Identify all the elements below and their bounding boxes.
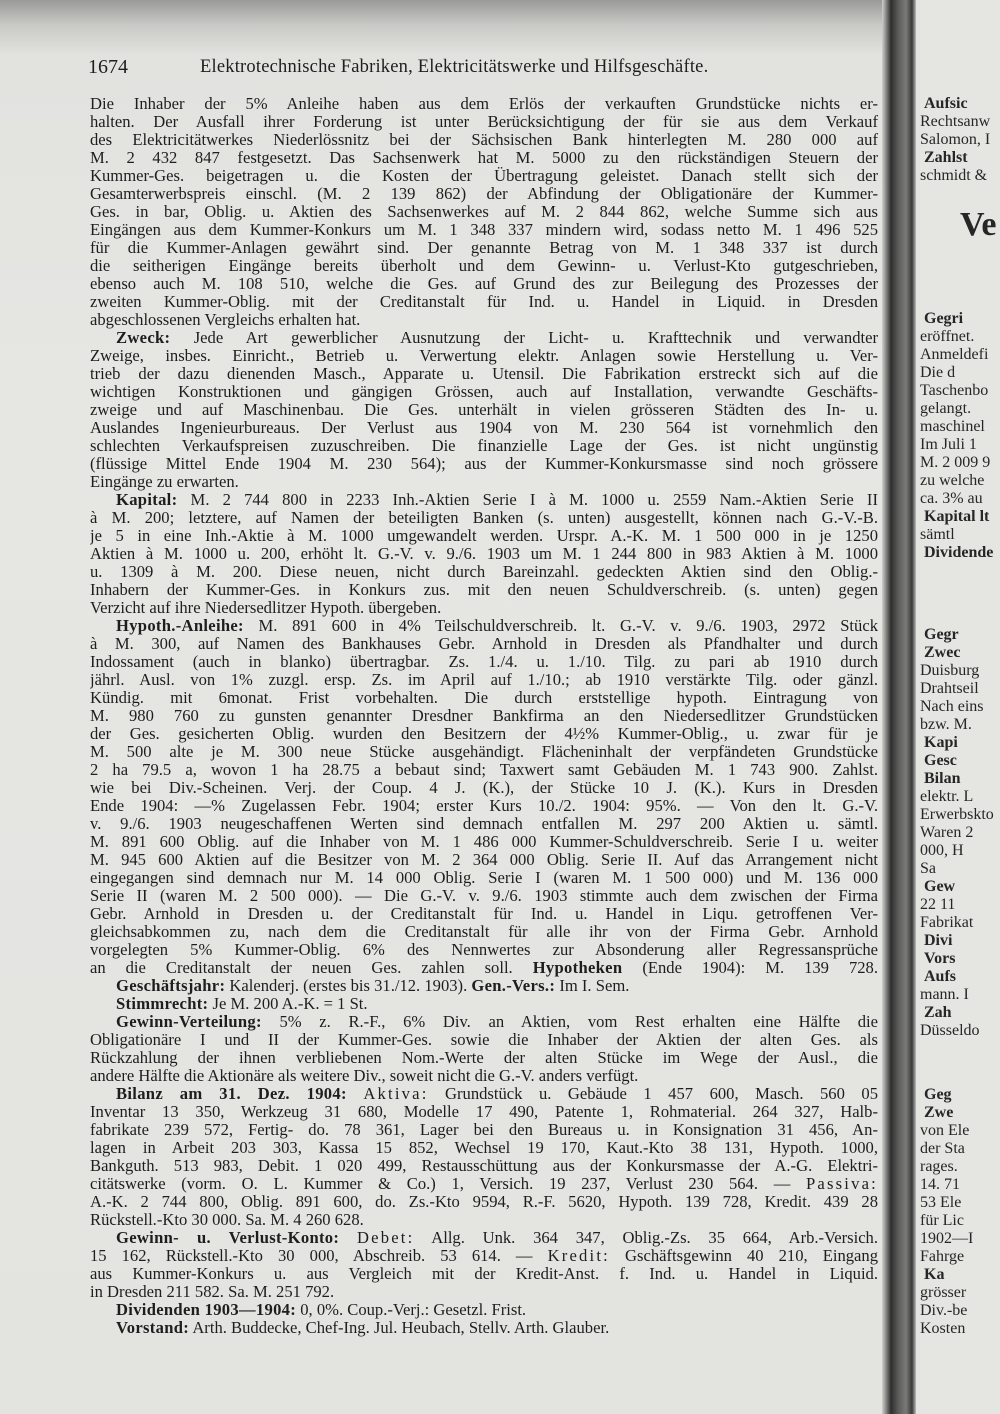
text-line bbox=[90, 1319, 878, 1337]
run-in-heading: Stimmrecht: bbox=[116, 995, 209, 1013]
facing-page-text-fragment: maschinel bbox=[920, 418, 985, 435]
text-line bbox=[90, 869, 878, 887]
text-line bbox=[90, 707, 878, 725]
text-run: lagen in Arbeit 203 303, Kassa 15 852, Wechsel 19 170, Kaut.-Kto 38 131, Hypoth. 1000, bbox=[90, 1139, 878, 1157]
text-run: in Dresden 211 582. Sa. M. 251 792. bbox=[90, 1283, 335, 1301]
run-in-heading: Dividenden 1903—1904: bbox=[116, 1301, 297, 1319]
text-run: Inhabern der Kummer-Ges. in Konkurs zus. mit den neuen Schuldverschreib. (s. unten) gegen bbox=[90, 581, 878, 599]
text-run: Jede Art gewerblicher Ausnutzung der Licht- u. Krafttechnik und verwandter bbox=[170, 329, 878, 347]
text-line bbox=[90, 923, 878, 941]
run-in-heading: Hypotheken bbox=[532, 959, 623, 977]
facing-page-text-fragment: Kapital lt bbox=[924, 508, 990, 525]
text-run: M. 500 alte je M. 300 neue Stücke ausgehändigt. Flächeninhalt der verpfändeten Grundstücke bbox=[90, 743, 878, 761]
text-line bbox=[90, 743, 878, 761]
text-run: Je M. 200 A.-K. = 1 St. bbox=[208, 995, 368, 1013]
text-run: Serie II (waren M. 2 500 000). — Die G.-V. v. 9./6. 1903 stimmte auch dem zwischen der Firma bbox=[90, 887, 878, 905]
facing-page-text-fragment: elektr. L bbox=[920, 788, 974, 805]
text-run: (flüssige Mittel Ende 1904 M. 230 564); aus der Kummer-Konkursmasse sind noch grössere bbox=[90, 455, 878, 473]
text-run bbox=[339, 1229, 357, 1247]
text-line bbox=[90, 941, 878, 959]
text-line bbox=[90, 131, 878, 149]
text-line bbox=[90, 509, 878, 527]
text-run: die seitherigen Eingänge bereits überholt und dem Gewinn- u. Verlust-Kto gutgeschrieben, bbox=[90, 257, 878, 275]
page-body-text bbox=[90, 95, 878, 1337]
text-line bbox=[90, 383, 878, 401]
facing-page-text-fragment: Div.-be bbox=[920, 1302, 968, 1319]
text-line bbox=[90, 851, 878, 869]
text-run: Aktiva: bbox=[363, 1085, 429, 1103]
facing-page-text-fragment: schmidt & bbox=[920, 167, 988, 184]
text-run: wie bei Div.-Scheinen. Verj. der Coup. 4 J. (K.), der Stücke 10 J. (K.). Kurs in Dresden bbox=[90, 779, 878, 797]
text-run: der Ges. gesicherten Oblig. wurden den Besitzern der 4½% Kummer-Oblig., u. zwar für je bbox=[90, 725, 878, 743]
facing-page-text-fragment: Zahlst bbox=[924, 149, 968, 166]
facing-page-text-fragment: Drahtseil bbox=[920, 680, 979, 697]
text-run: Eingänge zu erwarten. bbox=[90, 473, 239, 491]
facing-page-text-fragment: Gew bbox=[924, 878, 956, 895]
facing-page-text-fragment: Taschenbo bbox=[920, 382, 989, 399]
text-run: u. 1309 à M. 200. Diese neuen, nicht durch Bareinzahl. gedeckten Aktien sind den Oblig.- bbox=[90, 563, 878, 581]
text-run: trieb der dazu dienenden Masch., Apparate u. Utensil. Die Fabrikation erstreckt sich auf die bbox=[90, 365, 878, 383]
text-run: Indossament (auch in blanko) übertragbar. Zs. 1./4. u. 1./10. Tilg. zu pari ab 1910 durch bbox=[90, 653, 878, 671]
text-run: M. 891 600 in 4% Teilschuldverschreib. lt. G.-V. v. 9./6. 1903, 2972 Stück bbox=[243, 617, 878, 635]
text-run: Die Inhaber der 5% Anleihe haben aus dem Erlös der verkauften Grundstücke nichts er- bbox=[90, 95, 878, 113]
facing-page-text-fragment: Gegri bbox=[924, 310, 964, 327]
text-run: des Elektricitätwerkes Niederlössnitz bei der Sächsischen Bank hinterlegten M. 280 000 auf bbox=[90, 131, 878, 149]
book-binding-gutter bbox=[882, 0, 916, 1414]
facing-page-text-fragment: von Ele bbox=[920, 1122, 970, 1139]
text-line bbox=[90, 959, 878, 977]
text-run: Rückstell.-Kto 30 000. Sa. M. 4 260 628. bbox=[90, 1211, 364, 1229]
facing-page-text-fragment: Rechtsanw bbox=[920, 113, 991, 130]
text-line bbox=[90, 473, 878, 491]
facing-page-text-fragment: Gesc bbox=[924, 752, 957, 769]
facing-page-text-fragment: 000, H bbox=[920, 842, 964, 859]
facing-page-text-fragment: Erwerbskto bbox=[920, 806, 994, 823]
text-run: Kummer-Ges. beigetragen u. die Kosten der Übertragung geleistet. Danach stellt sich der bbox=[90, 167, 878, 185]
text-run: 2 ha 79.5 a, wovon 1 ha 28.75 a bebaut sind; Taxwert samt Gebäuden M. 1 743 900. Zahlst. bbox=[90, 761, 878, 779]
text-line bbox=[90, 581, 878, 599]
text-run: Inventar 13 350, Werkzeug 31 680, Modelle 17 490, Patente 1, Rohmaterial. 264 327, Halb- bbox=[90, 1103, 878, 1121]
text-run: Auslandes Ingenieurbureaus. Der Verlust aus 1904 von M. 230 564 ist vornehmlich den bbox=[90, 419, 878, 437]
text-line bbox=[90, 977, 878, 995]
text-run: jährl. Ausl. von 1% zuzgl. ersp. Zs. im April auf 1./10.; ab 1910 verstärkte Tilg. oder gänzl. bbox=[90, 671, 878, 689]
facing-page-text-fragment: zu welche bbox=[920, 472, 985, 489]
text-line bbox=[90, 1229, 878, 1247]
text-run: Kündig. mit 6monat. Frist vorbehalten. Die durch erststellige hypoth. Eintragung von bbox=[90, 689, 878, 707]
text-run bbox=[347, 1085, 364, 1103]
text-run: Eingängen aus dem Kummer-Konkurs um M. 1 348 337 mindern wird, sodass netto M. 1 496 525 bbox=[90, 221, 878, 239]
text-run: Allg. Unk. 364 347, Oblig.-Zs. 35 664, Arb.-Versich. bbox=[414, 1229, 878, 1247]
text-line bbox=[90, 95, 878, 113]
text-line bbox=[90, 401, 878, 419]
text-run: M. 2 744 800 in 2233 Inh.-Aktien Serie I à M. 1000 u. 2559 Nam.-Aktien Serie II bbox=[177, 491, 878, 509]
text-run: Verzicht auf ihre Niedersedlitzer Hypoth. übergeben. bbox=[90, 599, 442, 617]
text-line bbox=[90, 1175, 878, 1193]
text-line bbox=[90, 365, 878, 383]
facing-page-text-fragment: Sa bbox=[920, 860, 936, 877]
facing-page-text-fragment: Fahrge bbox=[920, 1248, 965, 1265]
facing-page-text-fragment: 22 11 bbox=[920, 896, 956, 913]
facing-page-text-fragment: Zwe bbox=[924, 1104, 954, 1121]
text-line bbox=[90, 545, 878, 563]
facing-page-text-fragment: eröffnet. bbox=[920, 328, 975, 345]
text-run: aus Kummer-Konkurs u. aus Vergleich mit der Kredit-Anst. f. Ind. u. Handel in Liquid. bbox=[90, 1265, 878, 1283]
text-line bbox=[90, 1121, 878, 1139]
facing-page-text-fragment: sämtl bbox=[920, 526, 955, 543]
facing-page-text-fragment: Im Juli 1 bbox=[920, 436, 977, 453]
text-run: Obligationäre I und II der Kummer-Ges. sowie die Inhaber der Aktien der alten Ges. als bbox=[90, 1031, 878, 1049]
facing-page-text-fragment: Kosten bbox=[920, 1320, 966, 1337]
text-line bbox=[90, 1013, 878, 1031]
facing-page-text-fragment: Zah bbox=[924, 1004, 952, 1021]
text-line bbox=[90, 779, 878, 797]
text-line bbox=[90, 1067, 878, 1085]
facing-page-text-fragment: Duisburg bbox=[920, 662, 980, 679]
text-line bbox=[90, 419, 878, 437]
facing-page-text-fragment: Dividende bbox=[924, 544, 994, 561]
facing-page-text-fragment: 53 Ele bbox=[920, 1194, 962, 1211]
text-run: an die Creditanstalt der neuen Ges. zahlen soll. bbox=[90, 959, 533, 977]
facing-page-text-fragment: Gegr bbox=[924, 626, 959, 643]
text-run: zweige und auf Maschinenbau. Die Ges. unterhält in vielen grösseren Städten des In- u. bbox=[90, 401, 878, 419]
text-line bbox=[90, 1301, 878, 1319]
text-line bbox=[90, 725, 878, 743]
run-in-heading: Hypoth.-Anleihe: bbox=[116, 617, 244, 635]
text-run: abgeschlossenen Vergleichs erhalten hat. bbox=[90, 311, 361, 329]
text-run: eingegangen sind demnach nur M. 14 000 Oblig. Serie I (waren M. 1 500 000) und M. 136 000 bbox=[90, 869, 878, 887]
text-line bbox=[90, 689, 878, 707]
text-run: 15 162, Rückstell.-Kto 30 000, Abschreib. 53 614. — bbox=[90, 1247, 548, 1265]
text-line bbox=[90, 1193, 878, 1211]
text-line bbox=[90, 671, 878, 689]
facing-page-text-fragment: M. 2 009 9 bbox=[920, 454, 991, 471]
run-in-heading: Gen.-Vers.: bbox=[471, 977, 556, 995]
text-line bbox=[90, 995, 878, 1013]
facing-page-text-fragment: bzw. M. bbox=[920, 716, 972, 733]
text-run: für die Kummer-Anlagen gewährt sind. Der genannte Betrag von M. 1 348 337 ist durch bbox=[90, 239, 878, 257]
facing-page-text-fragment: Waren 2 bbox=[920, 824, 974, 841]
text-line bbox=[90, 815, 878, 833]
text-line bbox=[90, 653, 878, 671]
facing-page-text-fragment: mann. I bbox=[920, 986, 969, 1003]
facing-page-text-fragment: Aufsic bbox=[924, 95, 968, 112]
text-line bbox=[90, 257, 878, 275]
text-run: gleichsabkommen zu, nach dem die Creditanstalt für alle ihr von der Firma Gebr. Arnhold bbox=[90, 923, 878, 941]
text-line bbox=[90, 833, 878, 851]
text-run: Ende 1904: —% Zugelassen Febr. 1904; erster Kurs 10./2. 1904: 95%. — Von den lt. G.-V. bbox=[90, 797, 878, 815]
facing-page-text-fragment: Bilan bbox=[924, 770, 961, 787]
facing-page-text-fragment: Vors bbox=[924, 950, 956, 967]
facing-page-text-fragment: für Lic bbox=[920, 1212, 964, 1229]
facing-page-text-fragment: Ka bbox=[924, 1266, 945, 1283]
text-run: Bankguth. 513 983, Debit. 1 020 499, Restausschüttung aus der Konkursmasse der A.-G. Elektri- bbox=[90, 1157, 878, 1175]
text-run: je 5 in eine Inh.-Aktie à M. 1000 umgewandelt werden. Urspr. A.-K. M. 1 500 000 in je 1250 bbox=[90, 527, 878, 545]
text-line bbox=[90, 113, 878, 131]
text-line bbox=[90, 275, 878, 293]
text-line bbox=[90, 635, 878, 653]
text-line bbox=[90, 905, 878, 923]
text-run: Kalenderj. (erstes bis 31./12. 1903). bbox=[225, 977, 472, 995]
facing-page-text-fragment: grösser bbox=[920, 1284, 967, 1301]
text-line bbox=[90, 185, 878, 203]
facing-page-text-fragment: Die d bbox=[920, 364, 956, 381]
text-run: à M. 300, auf Namen des Bankhauses Gebr. Arnhold in Dresden als Pfandhalter und durch bbox=[90, 635, 878, 653]
facing-page-text-fragment: Fabrikat bbox=[920, 914, 974, 931]
text-run: Grundstück u. Gebäude 1 457 600, Masch. 560 05 bbox=[428, 1085, 878, 1103]
text-run: andere Hälfte die Aktionäre als weitere Div., soweit nicht die G.-V. anders verfügt. bbox=[90, 1067, 639, 1085]
text-run: Aktien à M. 1000 u. 200, erhöht lt. G.-V. v. 9./6. 1903 um M. 1 244 800 in 983 Aktien à M. 1000 bbox=[90, 545, 878, 563]
facing-page-text-fragment: Ve bbox=[960, 206, 997, 243]
text-line bbox=[90, 221, 878, 239]
text-line bbox=[90, 887, 878, 905]
text-line bbox=[90, 311, 878, 329]
facing-page-text-fragment: 1902—I bbox=[920, 1230, 974, 1247]
text-run: vorgelegten 5% Kummer-Oblig. 6% des Nennwertes zur Absonderung aller Regressansprüche bbox=[90, 941, 878, 959]
facing-page-text-fragment: Divi bbox=[924, 932, 953, 949]
text-run: Arth. Buddecke, Chef-Ing. Jul. Heubach, Stellv. Arth. Glauber. bbox=[189, 1319, 610, 1337]
run-in-heading: Zweck: bbox=[116, 329, 171, 347]
facing-page-text-fragment: Anmeldefi bbox=[920, 346, 989, 363]
text-line bbox=[90, 761, 878, 779]
text-line bbox=[90, 437, 878, 455]
text-line bbox=[90, 1157, 878, 1175]
facing-page-text-fragment: Düsseldo bbox=[920, 1022, 980, 1039]
running-header-title: Elektrotechnische Fabriken, Elektricitätswerke und Hilfsgeschäfte. bbox=[200, 57, 709, 77]
text-run: Kredit: bbox=[547, 1247, 610, 1265]
text-line bbox=[90, 1265, 878, 1283]
facing-page-text-fragment: Kapi bbox=[924, 734, 958, 751]
text-run: zweiten Kummer-Oblig. mit der Creditanstalt für Ind. u. Handel in Liquid. in Dresden bbox=[90, 293, 878, 311]
text-line bbox=[90, 527, 878, 545]
text-run: ebenso auch M. 108 510, welche die Ges. auf Grund des zur Beilegung des Prozesses der bbox=[90, 275, 878, 293]
text-run: Gesamterwerbspreis einschl. (M. 2 139 862) der Abfindung der Obligationäre der Kummer- bbox=[90, 185, 878, 203]
text-run: Passiva: bbox=[806, 1175, 878, 1193]
text-run: M. 945 600 Aktien auf die Besitzer von M. 2 364 000 Oblig. Serie II. Auf das Arrangement nicht bbox=[90, 851, 878, 869]
text-line bbox=[90, 293, 878, 311]
page-number: 1674 bbox=[88, 56, 128, 78]
text-run: halten. Der Ausfall ihrer Forderung ist unter Berücksichtigung der für sie aus dem Verkauf bbox=[90, 113, 878, 131]
run-in-heading: Vorstand: bbox=[116, 1319, 190, 1337]
text-run: 5% z. R.-F., 6% Div. an Aktien, vom Rest erhalten eine Hälfte die bbox=[261, 1013, 878, 1031]
facing-page-text-fragment: gelangt. bbox=[920, 400, 972, 417]
facing-page-text-fragment: Geg bbox=[924, 1086, 952, 1103]
text-line bbox=[90, 797, 878, 815]
text-run: à M. 200; letztere, auf Namen der beteiligten Banken (s. unten) ausgestellt, können nach G.-V.-B. bbox=[90, 509, 878, 527]
text-run: Zweige, insbes. Einricht., Betrieb u. Verwertung elektr. Anlagen sowie Herstellung u. Ver- bbox=[90, 347, 878, 365]
run-in-heading: Bilanz am 31. Dez. 1904: bbox=[116, 1085, 347, 1103]
text-line bbox=[90, 1283, 878, 1301]
text-run: 0, 0%. Coup.-Verj.: Gesetzl. Frist. bbox=[296, 1301, 527, 1319]
text-run: M. 980 760 zu gunsten genannter Dresdner Bankfirma an den Niedersedlitzer Grundstücken bbox=[90, 707, 878, 725]
text-run: Gebr. Arnhold in Dresden u. der Creditanstalt für Ind. u. Handel in Liqu. getroffenen Ver- bbox=[90, 905, 878, 923]
text-line bbox=[90, 1103, 878, 1121]
text-run: A.-K. 2 744 800, Oblig. 891 600, do. Zs.-Kto 9594, R.-F. 5620, Hypoth. 139 728, Kredit. 439 28 bbox=[90, 1193, 878, 1211]
text-run: M. 891 600 Oblig. auf die Inhaber von M. 1 486 000 Kummer-Schuldverschreib. Serie I u. weiter bbox=[90, 833, 878, 851]
text-line bbox=[90, 491, 878, 509]
facing-page-text-fragment: 14. 71 bbox=[920, 1176, 960, 1193]
facing-page-text-fragment: Salomon, I bbox=[920, 131, 991, 148]
text-line bbox=[90, 1085, 878, 1103]
facing-page-text-fragment: Aufs bbox=[924, 968, 957, 985]
text-line bbox=[90, 203, 878, 221]
run-in-heading: Gewinn-Verteilung: bbox=[116, 1013, 262, 1031]
facing-page-fragment bbox=[916, 0, 1000, 1414]
text-run: fabrikate 239 572, Fertig- do. 78 361, Lager bei den Bureaus u. in Konsignation 31 456, An- bbox=[90, 1121, 878, 1139]
text-run: wichtigen Konstruktionen und gängigen Grössen, auch auf Installation, verwandte Geschäfts- bbox=[90, 383, 878, 401]
text-run: Ges. in bar, Oblig. u. Aktien des Sachsenwerkes auf M. 2 844 862, welche Summe sich aus bbox=[90, 203, 878, 221]
text-line bbox=[90, 1211, 878, 1229]
text-line bbox=[90, 347, 878, 365]
text-line bbox=[90, 167, 878, 185]
text-line bbox=[90, 599, 878, 617]
facing-page-text-fragment: Nach eins bbox=[920, 698, 984, 715]
text-run: schlechten Verkaufspreisen zuzuschreiben. Die finanzielle Lage der Ges. ist nicht ungünstig bbox=[90, 437, 878, 455]
text-line bbox=[90, 563, 878, 581]
text-run: Rückzahlung der ihnen verbliebenen Nom.-Werte der alten Stücke im Wege der Ausl., die bbox=[90, 1049, 878, 1067]
text-line bbox=[90, 239, 878, 257]
text-line bbox=[90, 1139, 878, 1157]
text-line bbox=[90, 1247, 878, 1265]
facing-page-text-fragment: der Sta bbox=[920, 1140, 965, 1157]
run-in-heading: Gewinn- u. Verlust-Konto: bbox=[116, 1229, 340, 1247]
run-in-heading: Geschäftsjahr: bbox=[116, 977, 226, 995]
run-in-heading: Kapital: bbox=[116, 491, 178, 509]
facing-page-text-fragment: rages. bbox=[920, 1158, 958, 1175]
facing-page-text-fragment: Zwec bbox=[924, 644, 961, 661]
text-run: Gschäftsgewinn 40 210, Eingang bbox=[609, 1247, 878, 1265]
text-line bbox=[90, 455, 878, 473]
text-run: Debet: bbox=[356, 1229, 415, 1247]
text-line bbox=[90, 617, 878, 635]
text-run: M. 2 432 847 festgesetzt. Das Sachsenwerk hat M. 5000 zu den rückständigen Steuern der bbox=[90, 149, 878, 167]
text-line bbox=[90, 149, 878, 167]
text-run: (Ende 1904): M. 139 728. bbox=[622, 959, 878, 977]
text-run: citätswerke (vorm. O. L. Kummer & Co.) 1, Versich. 19 237, Verlust 230 564. — bbox=[90, 1175, 806, 1193]
text-run: v. 9./6. 1903 neugeschaffenen Werten sind demnach entfallen M. 297 200 Aktien u. sämtl. bbox=[90, 815, 878, 833]
text-run: Im I. Sem. bbox=[555, 977, 630, 995]
text-line bbox=[90, 1031, 878, 1049]
facing-page-text-fragment: ca. 3% au bbox=[920, 490, 983, 507]
text-line bbox=[90, 329, 878, 347]
text-line bbox=[90, 1049, 878, 1067]
